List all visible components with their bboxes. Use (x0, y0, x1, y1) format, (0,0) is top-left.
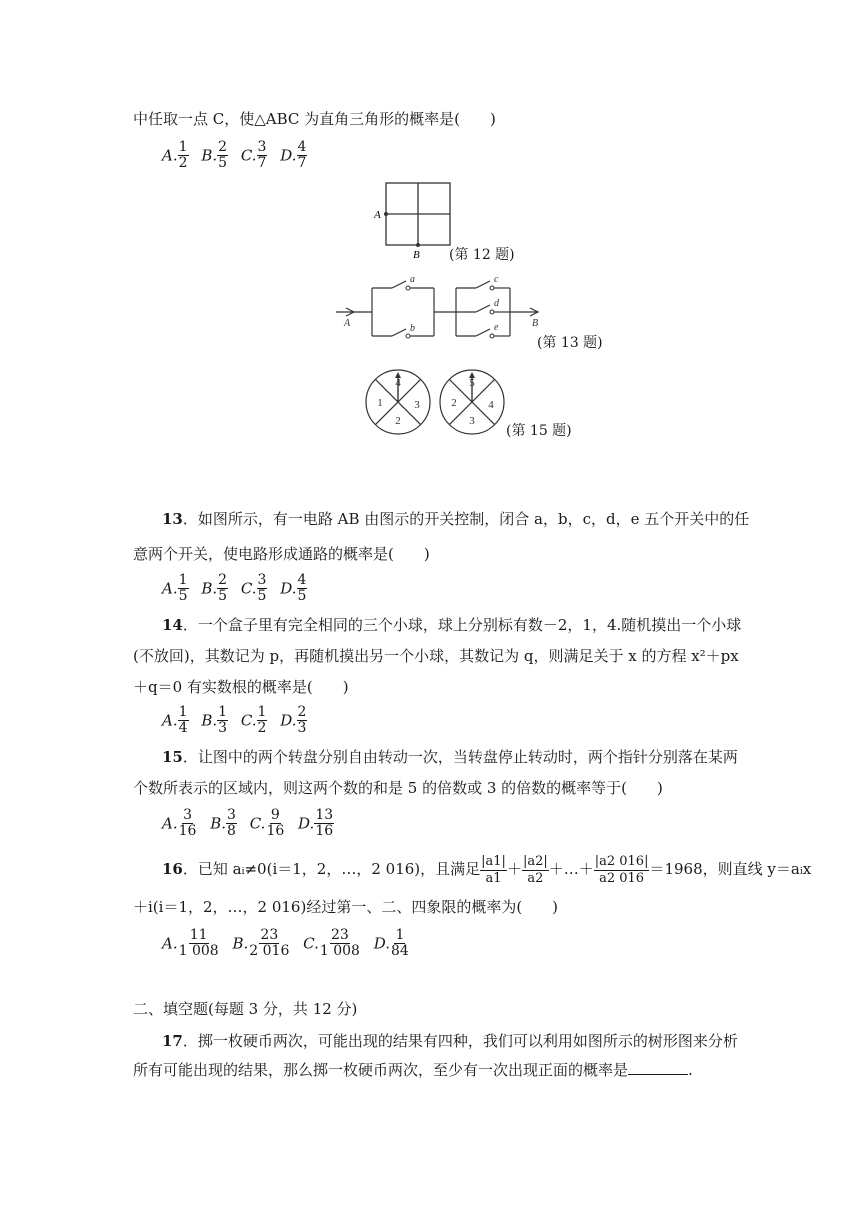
q15-option-b: B. $\frac{3}{8}$ (210, 807, 236, 839)
q15-option-c: C. $\frac{9}{16}$ (249, 807, 285, 839)
q13-option-b: B. $\frac{2}{5}$ (201, 572, 228, 604)
q12-options (162, 140, 315, 171)
q15-spinners-figure (362, 366, 512, 438)
q16-option-a: A. $\frac{11}{1 008}$ (162, 927, 219, 959)
q12-option-c: C. $\frac{3}{7}$ (240, 139, 267, 171)
q13-number: 13 (162, 510, 183, 528)
q17-line2: 所有可能出现的结果，那么掷一枚硬币两次，至少有一次出现正面的概率是 . (133, 1061, 693, 1079)
switch-b-label: b (410, 323, 415, 334)
q16-option-c: C. $\frac{23}{1 008}$ (303, 927, 360, 959)
q13-figure-caption: (第 13 题) (537, 335, 603, 351)
section-2-title: 二、填空题(每题 3 分，共 12 分) (133, 1000, 358, 1018)
q13-option-d: D. $\frac{4}{5}$ (280, 572, 307, 604)
q14-option-a: A. $\frac{1}{4}$ (162, 704, 188, 736)
q16-fraction-3: $\frac{|a2 016|}{a2 016}$ (594, 853, 649, 886)
q16-number: 16 (162, 860, 183, 878)
q15-line2: 个数所表示的区域内，则这两个数的和是 5 的倍数或 3 的倍数的概率等于( ) (133, 779, 663, 797)
q14-line1: 14．一个盒子里有完全相同的三个小球，球上分别标有数－2，1，4.随机摸出一个小球 (162, 616, 742, 634)
q15-line1: 15．让图中的两个转盘分别自由转动一次，当转盘停止转动时，两个指针分别落在某两 (162, 748, 738, 766)
circuit-point-b-label: B (532, 318, 539, 329)
q13-circuit-figure (330, 268, 550, 348)
q14-line3: ＋q＝0 有实数根的概率是( ) (133, 678, 349, 696)
q15-option-a: A. $\frac{3}{16}$ (162, 807, 197, 839)
spinner1-left-label: 1 (377, 397, 383, 409)
q16-options (162, 928, 418, 959)
switch-d-label: d (494, 298, 499, 309)
q17-answer-blank[interactable] (628, 1060, 688, 1075)
q16-fraction-1: $\frac{|a1|}{a1}$ (481, 853, 506, 886)
q12-point-a-label: A (374, 209, 381, 221)
q15-option-d: D. $\frac{13}{16}$ (298, 807, 334, 839)
spinner1-right-label: 3 (414, 399, 420, 411)
spinner1-top-label: 4 (395, 377, 401, 389)
q12-grid-figure (368, 180, 458, 260)
q12-stem: 中任取一点 C，使△ABC 为直角三角形的概率是( ) (133, 110, 496, 128)
q13-option-a: A. $\frac{1}{5}$ (162, 572, 188, 604)
q12-figure-caption: (第 12 题) (449, 247, 515, 263)
spinner1-bottom-label: 2 (395, 415, 401, 427)
q13-options (162, 573, 315, 604)
q17-line1: 17．掷一枚硬币两次，可能出现的结果有四种，我们可以利用如图所示的树形图来分析 (162, 1032, 738, 1050)
q12-point-b-label: B (413, 249, 420, 260)
q13-line2: 意两个开关，使电路形成通路的概率是( ) (133, 545, 430, 563)
q16-fraction-2: $\frac{|a2|}{a2}$ (522, 853, 548, 886)
q16-line1: 16．已知 ai≠0(i＝1，2，…，2 016)，且满足 $\frac{|a1|}{a1}$ ＋ $\frac{|a2|}{a2}$ ＋…＋ $\frac{|a2 016|}{a2 016}$ ＝1968，则直线 y＝aix (162, 853, 812, 886)
q12-option-b: B. $\frac{2}{5}$ (201, 139, 228, 171)
q17-number: 17 (162, 1032, 183, 1050)
q16-option-b: B. $\frac{23}{2 016}$ (232, 927, 290, 959)
spinner2-top-label: 5 (469, 377, 475, 389)
q12-option-d: D. $\frac{4}{7}$ (280, 139, 307, 171)
spinner2-right-label: 4 (488, 399, 494, 411)
q16-line2: ＋i(i＝1，2，…，2 016)经过第一、二、四象限的概率为( ) (133, 898, 559, 916)
spinner2-left-label: 2 (451, 397, 457, 409)
q14-option-d: D. $\frac{2}{3}$ (280, 704, 307, 736)
q14-option-c: C. $\frac{1}{2}$ (240, 704, 267, 736)
q13-line1: 13．如图所示，有一电路 AB 由图示的开关控制，闭合 a，b，c，d，e 五个开关中的任 (162, 510, 750, 528)
circuit-point-a-label: A (344, 318, 351, 329)
q14-option-b: B. $\frac{1}{3}$ (201, 704, 228, 736)
q14-line2: (不放回)，其数记为 p，再随机摸出另一个小球，其数记为 q，则满足关于 x 的方程 x²＋px (133, 647, 739, 665)
q14-number: 14 (162, 616, 183, 634)
q13-option-c: C. $\frac{3}{5}$ (240, 572, 267, 604)
q14-options (162, 705, 315, 736)
switch-c-label: c (494, 274, 499, 285)
spinner2-bottom-label: 3 (469, 415, 475, 427)
switch-a-label: a (410, 274, 415, 285)
q15-number: 15 (162, 748, 183, 766)
q16-option-d: D. $\frac{1}{84}$ (373, 927, 409, 959)
q12-option-a: A. $\frac{1}{2}$ (162, 139, 188, 171)
q15-figure-caption: (第 15 题) (506, 423, 572, 439)
q15-options (162, 808, 342, 839)
switch-e-label: e (494, 322, 499, 333)
